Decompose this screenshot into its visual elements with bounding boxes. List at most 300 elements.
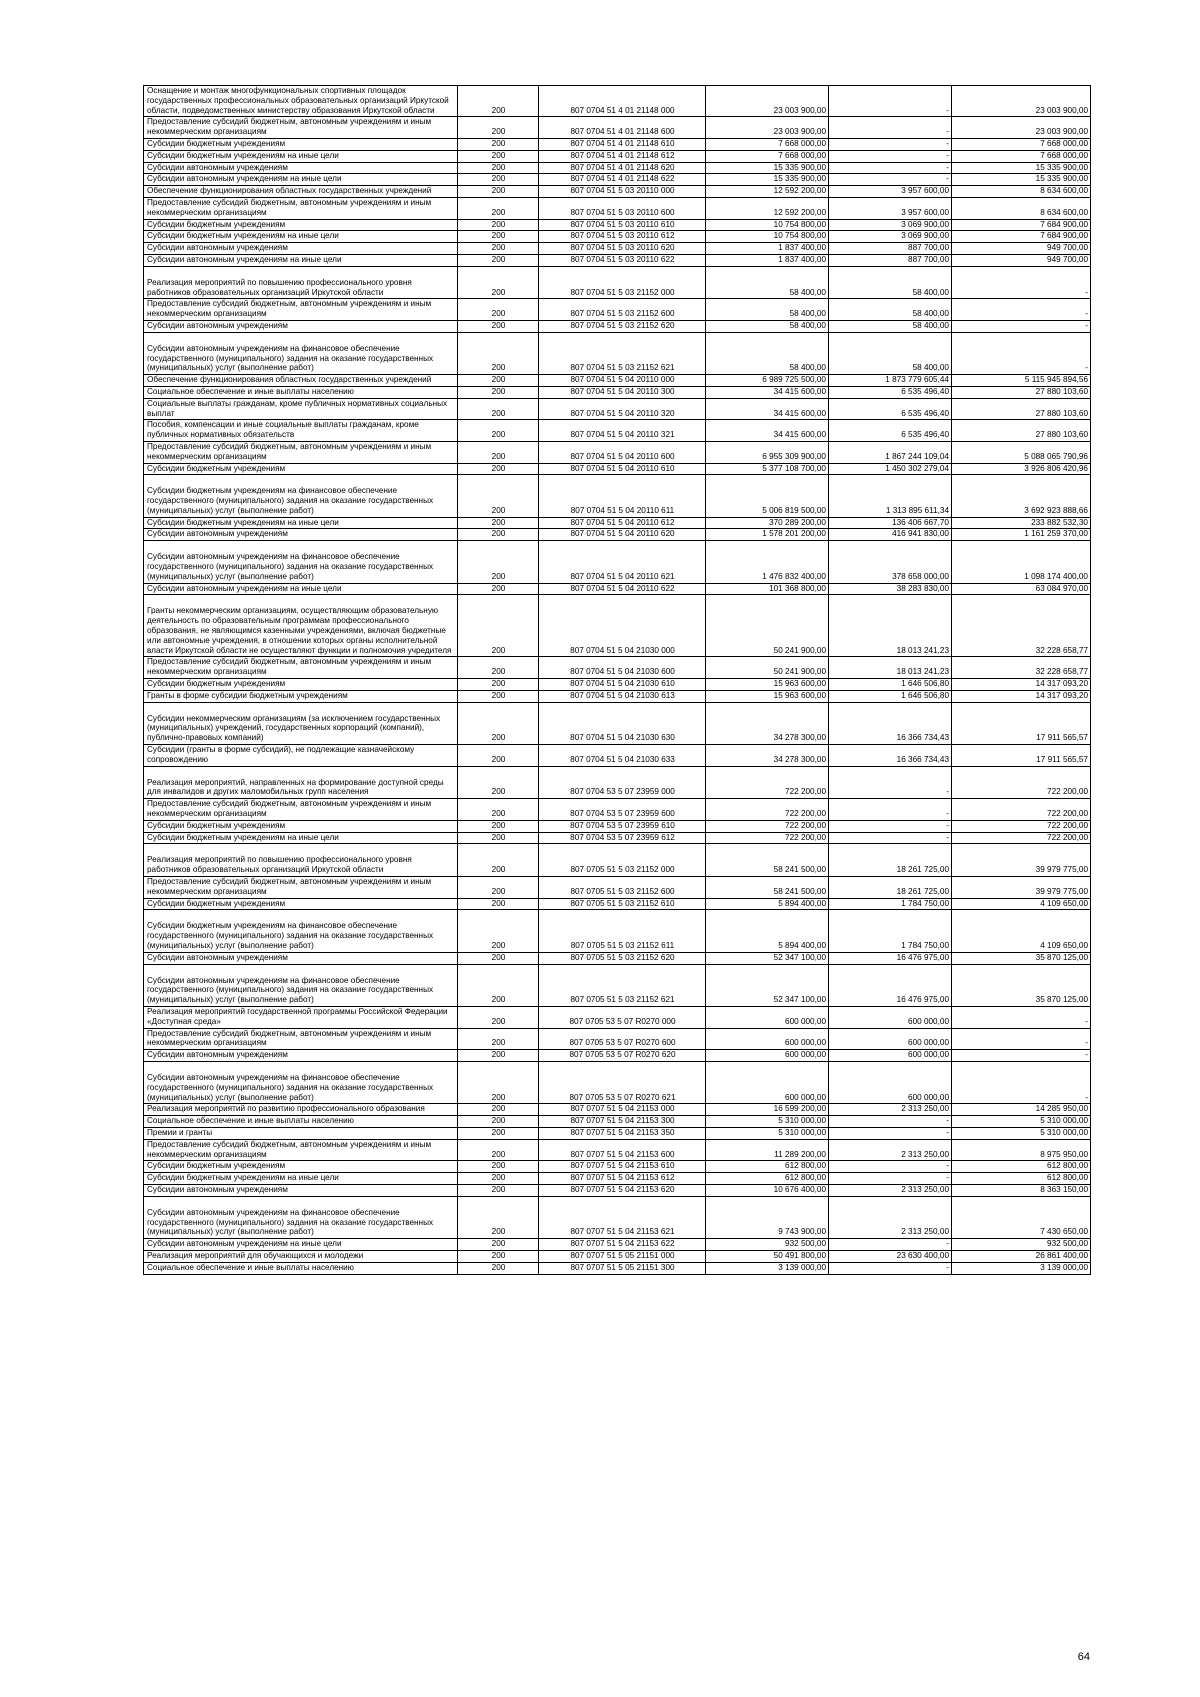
row-remaining: 23 003 900,00 [952,117,1091,139]
row-remaining: 932 500,00 [952,1239,1091,1251]
table-row [144,583,1091,595]
row-name: Предоставление субсидий бюджетным, автономным учреждениям и иным некоммерческим организациям [144,657,458,679]
row-approved: 23 003 900,00 [706,117,829,139]
table-row [144,1239,1091,1251]
row-approved: 1 837 400,00 [706,243,829,255]
row-approved: 5 894 400,00 [706,910,829,952]
row-group: 200 [458,299,539,321]
row-name: Предоставление субсидий бюджетным, автономным учреждениям и иным некоммерческим организациям [144,441,458,463]
row-remaining: - [952,1061,1091,1103]
row-approved: 600 000,00 [706,1061,829,1103]
row-group: 200 [458,657,539,679]
table-row [144,745,1091,767]
row-remaining: - [952,1028,1091,1050]
row-budget-code: 807 0704 51 5 03 20110 610 [539,219,706,231]
row-group: 200 [458,799,539,821]
row-executed: - [829,820,952,832]
row-name: Реализация мероприятий по развитию профессионального образования [144,1104,458,1116]
row-group: 200 [458,820,539,832]
row-executed: - [829,799,952,821]
row-approved: 7 668 000,00 [706,150,829,162]
row-budget-code: 807 0704 51 4 01 21148 612 [539,150,706,162]
table-row [144,1196,1091,1238]
row-name: Субсидии (гранты в форме субсидий), не подлежащие казначейскому сопровождению [144,745,458,767]
row-name: Обеспечение функционирования областных государственных учреждений [144,375,458,387]
row-approved: 58 400,00 [706,266,829,299]
row-executed: 58 400,00 [829,266,952,299]
row-remaining: 5 088 065 790,96 [952,441,1091,463]
row-approved: 5 894 400,00 [706,898,829,910]
row-budget-code: 807 0705 51 5 03 21152 620 [539,952,706,964]
row-name: Субсидии автономным учреждениям [144,162,458,174]
row-remaining: 1 098 174 400,00 [952,541,1091,583]
row-remaining: 722 200,00 [952,820,1091,832]
row-remaining: 722 200,00 [952,766,1091,799]
row-name: Субсидии бюджетным учреждениям [144,463,458,475]
row-group: 200 [458,1116,539,1128]
row-approved: 16 599 200,00 [706,1104,829,1116]
row-budget-code: 807 0704 51 5 03 20110 620 [539,243,706,255]
row-group: 200 [458,1250,539,1262]
row-group: 200 [458,266,539,299]
row-executed: 1 313 895 611,34 [829,475,952,517]
table-row [144,1104,1091,1116]
row-executed: - [829,1116,952,1128]
row-approved: 1 476 832 400,00 [706,541,829,583]
row-remaining: 3 926 806 420,96 [952,463,1091,475]
row-approved: 12 592 200,00 [706,197,829,219]
row-name: Обеспечение функционирования областных государственных учреждений [144,186,458,198]
row-name: Субсидии бюджетным учреждениям [144,138,458,150]
row-remaining: 35 870 125,00 [952,952,1091,964]
row-group: 200 [458,398,539,420]
row-approved: 932 500,00 [706,1239,829,1251]
row-executed: 887 700,00 [829,254,952,266]
table-row [144,254,1091,266]
row-remaining: 949 700,00 [952,254,1091,266]
row-executed: 16 476 975,00 [829,952,952,964]
table-row [144,219,1091,231]
row-budget-code: 807 0704 51 5 03 21152 000 [539,266,706,299]
table-row [144,86,1091,117]
row-remaining: 27 880 103,60 [952,420,1091,442]
row-name: Субсидии бюджетным учреждениям на иные цели [144,1173,458,1185]
table-row [144,1173,1091,1185]
row-approved: 1 837 400,00 [706,254,829,266]
row-remaining: 3 139 000,00 [952,1262,1091,1274]
row-approved: 58 400,00 [706,320,829,332]
row-approved: 1 578 201 200,00 [706,529,829,541]
table-row [144,1184,1091,1196]
row-group: 200 [458,441,539,463]
row-remaining: - [952,1050,1091,1062]
row-executed: 600 000,00 [829,1028,952,1050]
row-executed: 3 069 900,00 [829,219,952,231]
row-group: 200 [458,475,539,517]
row-budget-code: 807 0707 51 5 04 21153 612 [539,1173,706,1185]
row-remaining: 8 363 150,00 [952,1184,1091,1196]
row-budget-code: 807 0704 51 5 03 20110 612 [539,231,706,243]
row-executed: - [829,832,952,844]
row-executed: 58 400,00 [829,299,952,321]
table-row [144,1006,1091,1028]
row-budget-code: 807 0705 51 5 03 21152 621 [539,964,706,1006]
row-remaining: 23 003 900,00 [952,86,1091,117]
row-group: 200 [458,1006,539,1028]
row-executed: - [829,150,952,162]
row-executed: 16 366 734,43 [829,745,952,767]
row-group: 200 [458,877,539,899]
row-name: Субсидии автономным учреждениям [144,1050,458,1062]
row-remaining: 722 200,00 [952,799,1091,821]
table-row [144,898,1091,910]
row-approved: 15 963 600,00 [706,679,829,691]
row-remaining: 63 084 970,00 [952,583,1091,595]
row-remaining: 39 979 775,00 [952,844,1091,877]
row-remaining: 612 800,00 [952,1173,1091,1185]
row-group: 200 [458,1184,539,1196]
table-row [144,910,1091,952]
row-executed: - [829,138,952,150]
row-group: 200 [458,1161,539,1173]
row-name: Предоставление субсидий бюджетным, автономным учреждениям и иным некоммерческим организациям [144,1139,458,1161]
row-name: Субсидии автономным учреждениям [144,529,458,541]
row-budget-code: 807 0705 53 5 07 R0270 600 [539,1028,706,1050]
row-approved: 58 400,00 [706,299,829,321]
row-group: 200 [458,1173,539,1185]
row-name: Субсидии автономным учреждениям на финансовое обеспечение государственного (муниципального) задания на оказание государственных (муниципальных) услуг (выполнение работ) [144,964,458,1006]
row-approved: 58 241 500,00 [706,877,829,899]
row-remaining: - [952,1006,1091,1028]
row-executed: - [829,1239,952,1251]
row-group: 200 [458,138,539,150]
row-budget-code: 807 0705 53 5 07 R0270 000 [539,1006,706,1028]
row-budget-code: 807 0705 51 5 03 21152 600 [539,877,706,899]
table-row [144,138,1091,150]
row-approved: 10 754 800,00 [706,219,829,231]
row-approved: 722 200,00 [706,832,829,844]
row-executed: - [829,1262,952,1274]
table-row [144,1061,1091,1103]
row-approved: 50 491 800,00 [706,1250,829,1262]
row-approved: 50 241 900,00 [706,657,829,679]
page-number: 64 [1077,1651,1090,1663]
table-row [144,332,1091,374]
row-name: Предоставление субсидий бюджетным, автономным учреждениям и иным некоммерческим организациям [144,799,458,821]
row-budget-code: 807 0704 51 5 04 20110 621 [539,541,706,583]
row-remaining: - [952,332,1091,374]
row-budget-code: 807 0704 53 5 07 23959 000 [539,766,706,799]
row-group: 200 [458,745,539,767]
row-remaining: 7 668 000,00 [952,150,1091,162]
table-row [144,657,1091,679]
row-group: 200 [458,174,539,186]
row-name: Субсидии некоммерческим организациям (за исключением государственных (муниципальных) учреждений, государственных корпораций (компаний), публично-правовых компаний) [144,702,458,744]
row-remaining: 8 634 600,00 [952,197,1091,219]
row-name: Предоставление субсидий бюджетным, автономным учреждениям и иным некоммерческим организациям [144,877,458,899]
row-group: 200 [458,595,539,657]
row-name: Субсидии автономным учреждениям [144,320,458,332]
row-approved: 10 754 800,00 [706,231,829,243]
row-name: Субсидии бюджетным учреждениям на иные цели [144,517,458,529]
row-executed: 6 535 496,40 [829,386,952,398]
row-executed: 6 535 496,40 [829,398,952,420]
row-remaining: 14 317 093,20 [952,690,1091,702]
row-budget-code: 807 0704 51 5 04 20110 300 [539,386,706,398]
row-group: 200 [458,1239,539,1251]
row-executed: 1 867 244 109,04 [829,441,952,463]
row-name: Предоставление субсидий бюджетным, автономным учреждениям и иным некоммерческим организациям [144,117,458,139]
table-row [144,320,1091,332]
row-approved: 34 415 600,00 [706,386,829,398]
row-name: Субсидии бюджетным учреждениям [144,679,458,691]
row-remaining: 7 430 650,00 [952,1196,1091,1238]
row-budget-code: 807 0704 51 5 03 20110 622 [539,254,706,266]
row-budget-code: 807 0707 51 5 05 21151 000 [539,1250,706,1262]
row-remaining: 14 317 093,20 [952,679,1091,691]
row-budget-code: 807 0707 51 5 04 21153 000 [539,1104,706,1116]
row-approved: 612 800,00 [706,1161,829,1173]
row-remaining: 27 880 103,60 [952,386,1091,398]
row-group: 200 [458,86,539,117]
row-executed: 3 957 600,00 [829,197,952,219]
row-name: Субсидии автономным учреждениям на иные цели [144,254,458,266]
row-group: 200 [458,529,539,541]
row-group: 200 [458,1139,539,1161]
row-name: Субсидии автономным учреждениям на иные цели [144,1239,458,1251]
table-row [144,117,1091,139]
row-executed: 1 646 506,80 [829,690,952,702]
row-approved: 15 963 600,00 [706,690,829,702]
row-group: 200 [458,162,539,174]
row-name: Субсидии бюджетным учреждениям на финансовое обеспечение государственного (муниципального) задания на оказание государственных (муниципальных) услуг (выполнение работ) [144,475,458,517]
row-remaining: 4 109 650,00 [952,910,1091,952]
row-remaining: 15 335 900,00 [952,162,1091,174]
row-approved: 600 000,00 [706,1006,829,1028]
row-name: Пособия, компенсации и иные социальные выплаты гражданам, кроме публичных нормативных обязательств [144,420,458,442]
row-group: 200 [458,386,539,398]
row-executed: 58 400,00 [829,332,952,374]
row-executed: 3 957 600,00 [829,186,952,198]
row-approved: 50 241 900,00 [706,595,829,657]
row-approved: 5 377 108 700,00 [706,463,829,475]
row-approved: 52 347 100,00 [706,952,829,964]
table-row [144,595,1091,657]
row-executed: 136 406 667,70 [829,517,952,529]
row-name: Субсидии бюджетным учреждениям [144,1161,458,1173]
row-remaining: 722 200,00 [952,832,1091,844]
row-budget-code: 807 0704 53 5 07 23959 610 [539,820,706,832]
row-name: Субсидии автономным учреждениям [144,1184,458,1196]
row-approved: 34 278 300,00 [706,745,829,767]
row-executed: 887 700,00 [829,243,952,255]
row-remaining: 14 285 950,00 [952,1104,1091,1116]
row-approved: 600 000,00 [706,1050,829,1062]
row-budget-code: 807 0707 51 5 04 21153 600 [539,1139,706,1161]
row-remaining: 612 800,00 [952,1161,1091,1173]
table-row [144,162,1091,174]
row-name: Субсидии автономным учреждениям на финансовое обеспечение государственного (муниципального) задания на оказание государственных (муниципальных) услуг (выполнение работ) [144,332,458,374]
table-row [144,517,1091,529]
row-name: Реализация мероприятий, направленных на формирование доступной среды для инвалидов и других маломобильных групп населения [144,766,458,799]
row-budget-code: 807 0704 51 5 04 20110 321 [539,420,706,442]
row-budget-code: 807 0704 51 5 04 21030 630 [539,702,706,744]
row-remaining: 17 911 565,57 [952,745,1091,767]
table-row [144,1116,1091,1128]
row-group: 200 [458,832,539,844]
row-remaining: 7 668 000,00 [952,138,1091,150]
table-row [144,766,1091,799]
row-remaining: 15 335 900,00 [952,174,1091,186]
table-row [144,1127,1091,1139]
row-executed: - [829,162,952,174]
row-group: 200 [458,766,539,799]
row-group: 200 [458,1028,539,1050]
row-name: Субсидии бюджетным учреждениям на иные цели [144,832,458,844]
row-approved: 34 415 600,00 [706,420,829,442]
row-approved: 101 368 800,00 [706,583,829,595]
row-executed: 18 261 725,00 [829,844,952,877]
table-row [144,702,1091,744]
row-remaining: 5 310 000,00 [952,1116,1091,1128]
row-group: 200 [458,1061,539,1103]
row-executed: 18 013 241,23 [829,657,952,679]
row-name: Социальное обеспечение и иные выплаты населению [144,1262,458,1274]
table-row [144,1139,1091,1161]
row-budget-code: 807 0707 51 5 04 21153 610 [539,1161,706,1173]
table-row [144,174,1091,186]
table-row [144,1262,1091,1274]
row-approved: 15 335 900,00 [706,162,829,174]
row-group: 200 [458,1050,539,1062]
row-executed: 3 069 900,00 [829,231,952,243]
row-executed: 600 000,00 [829,1050,952,1062]
row-name: Предоставление субсидий бюджетным, автономным учреждениям и иным некоммерческим организациям [144,197,458,219]
row-name: Оснащение и монтаж многофункциональных спортивных площадок государственных профессиональных образовательных организаций Иркутской области, подведомственных министерству образования Иркутской области [144,86,458,117]
row-approved: 34 415 600,00 [706,398,829,420]
row-executed: - [829,117,952,139]
row-budget-code: 807 0704 51 5 03 21152 621 [539,332,706,374]
row-budget-code: 807 0707 51 5 05 21151 300 [539,1262,706,1274]
row-approved: 10 676 400,00 [706,1184,829,1196]
row-budget-code: 807 0704 51 5 04 20110 612 [539,517,706,529]
row-name: Субсидии автономным учреждениям на иные цели [144,174,458,186]
row-budget-code: 807 0704 53 5 07 23959 600 [539,799,706,821]
table-row [144,1028,1091,1050]
row-remaining: 5 115 945 894,56 [952,375,1091,387]
table-row [144,799,1091,821]
row-budget-code: 807 0705 51 5 03 21152 000 [539,844,706,877]
row-approved: 11 289 200,00 [706,1139,829,1161]
row-executed: - [829,1127,952,1139]
row-executed: 600 000,00 [829,1006,952,1028]
row-name: Премии и гранты [144,1127,458,1139]
row-remaining: 7 684 900,00 [952,231,1091,243]
row-group: 200 [458,1196,539,1238]
row-remaining: 8 975 950,00 [952,1139,1091,1161]
row-approved: 3 139 000,00 [706,1262,829,1274]
row-executed: - [829,1161,952,1173]
row-budget-code: 807 0705 51 5 03 21152 610 [539,898,706,910]
table-row [144,150,1091,162]
row-remaining: 39 979 775,00 [952,877,1091,899]
row-executed: 16 366 734,43 [829,702,952,744]
row-approved: 52 347 100,00 [706,964,829,1006]
row-group: 200 [458,583,539,595]
row-budget-code: 807 0704 51 5 04 20110 600 [539,441,706,463]
row-group: 200 [458,186,539,198]
table-row [144,690,1091,702]
row-remaining: - [952,320,1091,332]
row-approved: 5 310 000,00 [706,1116,829,1128]
row-group: 200 [458,197,539,219]
row-budget-code: 807 0704 51 4 01 21148 610 [539,138,706,150]
row-budget-code: 807 0704 51 5 04 20110 320 [539,398,706,420]
table-row [144,243,1091,255]
row-approved: 58 241 500,00 [706,844,829,877]
row-budget-code: 807 0704 53 5 07 23959 612 [539,832,706,844]
row-group: 200 [458,690,539,702]
row-approved: 6 989 725 500,00 [706,375,829,387]
row-budget-code: 807 0704 51 4 01 21148 620 [539,162,706,174]
row-group: 200 [458,898,539,910]
row-group: 200 [458,219,539,231]
row-budget-code: 807 0704 51 5 04 21030 633 [539,745,706,767]
row-budget-code: 807 0704 51 5 03 21152 620 [539,320,706,332]
row-group: 200 [458,231,539,243]
row-name: Реализация мероприятий государственной программы Российской Федерации «Доступная среда» [144,1006,458,1028]
table-row [144,844,1091,877]
row-budget-code: 807 0704 51 4 01 21148 600 [539,117,706,139]
table-row [144,197,1091,219]
row-executed: 378 658 000,00 [829,541,952,583]
row-name: Реализация мероприятий по повышению профессионального уровня работников образовательных организаций Иркутской области [144,844,458,877]
row-name: Реализация мероприятий для обучающихся и молодежи [144,1250,458,1262]
row-budget-code: 807 0707 51 5 04 21153 621 [539,1196,706,1238]
row-budget-code: 807 0704 51 5 04 20110 620 [539,529,706,541]
row-group: 200 [458,375,539,387]
row-remaining: 4 109 650,00 [952,898,1091,910]
table-row [144,964,1091,1006]
row-budget-code: 807 0704 51 5 04 20110 622 [539,583,706,595]
row-remaining: - [952,266,1091,299]
row-group: 200 [458,150,539,162]
row-group: 200 [458,243,539,255]
row-executed: 1 873 779 605,44 [829,375,952,387]
table-row [144,1250,1091,1262]
row-executed: - [829,174,952,186]
row-approved: 12 592 200,00 [706,186,829,198]
row-executed: 2 313 250,00 [829,1139,952,1161]
table-row [144,1161,1091,1173]
row-approved: 9 743 900,00 [706,1196,829,1238]
row-name: Субсидии бюджетным учреждениям на иные цели [144,231,458,243]
row-group: 200 [458,1262,539,1274]
row-executed: 58 400,00 [829,320,952,332]
row-remaining: 32 228 658,77 [952,657,1091,679]
table-row [144,832,1091,844]
row-budget-code: 807 0705 53 5 07 R0270 621 [539,1061,706,1103]
row-group: 200 [458,679,539,691]
table-row [144,441,1091,463]
row-budget-code: 807 0707 51 5 04 21153 350 [539,1127,706,1139]
row-approved: 5 006 819 500,00 [706,475,829,517]
row-executed: 18 261 725,00 [829,877,952,899]
row-approved: 23 003 900,00 [706,86,829,117]
table-row [144,186,1091,198]
row-group: 200 [458,541,539,583]
table-row [144,952,1091,964]
